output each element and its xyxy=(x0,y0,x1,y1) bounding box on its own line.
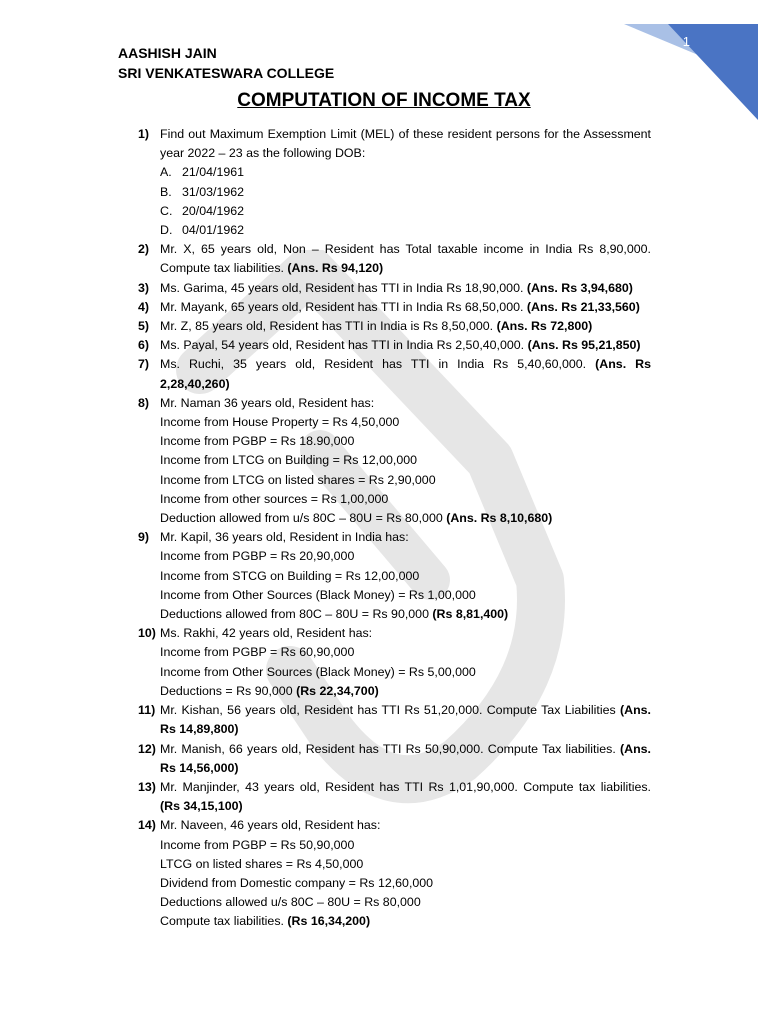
question-body xyxy=(160,240,651,278)
question-body xyxy=(160,740,651,778)
question-text: Find out Maximum Exemption Limit (MEL) of these resident persons for the Assessment year 2022 – 23 as the following DOB: xyxy=(160,127,651,161)
income-line-text: Income from LTCG on Building = Rs 12,00,000 xyxy=(160,453,418,468)
answer-text: (Ans. Rs 95,21,850) xyxy=(527,338,641,353)
option-text: 20/04/1962 xyxy=(182,203,245,218)
income-line xyxy=(160,413,651,432)
answer-text: (Rs 16,34,200) xyxy=(287,914,371,929)
question-number: 9) xyxy=(138,530,150,545)
page-number: 1 xyxy=(682,34,690,49)
question-item xyxy=(138,355,651,393)
answer-text: (Rs 34,15,100) xyxy=(160,799,243,814)
income-line-text: Deductions = Rs 90,000 xyxy=(160,683,293,698)
income-line-text: Compute tax liabilities. xyxy=(160,914,284,929)
question-text: Ms. Payal, 54 years old, Resident has TTI in India Rs 2,50,40,000. xyxy=(160,338,525,353)
question-body xyxy=(160,701,651,739)
question-body xyxy=(160,125,651,240)
income-line-text: Income from PGBP = Rs 50,90,000 xyxy=(160,837,355,852)
income-line xyxy=(160,682,651,701)
question-number: 3) xyxy=(138,280,150,295)
document-header xyxy=(118,43,334,83)
answer-text: (Ans. Rs 14,89,800) xyxy=(160,703,651,737)
option-label: D. xyxy=(160,223,173,238)
income-line-text: Deductions allowed u/s 80C – 80U = Rs 80,000 xyxy=(160,895,421,910)
income-line-text: Income from other sources = Rs 1,00,000 xyxy=(160,491,389,506)
question-text: Mr. Manjinder, 43 years old, Resident has TTI Rs 1,01,90,000. Compute tax liabilities. xyxy=(160,779,651,794)
income-line xyxy=(160,874,651,893)
option-item xyxy=(160,163,651,182)
answer-text: (Rs 22,34,700) xyxy=(296,683,379,698)
option-label: B. xyxy=(160,184,172,199)
question-text: Mr. Naman 36 years old, Resident has: xyxy=(160,395,375,410)
question-text: Mr. Naveen, 46 years old, Resident has: xyxy=(160,818,381,833)
income-line-text: Income from PGBP = Rs 20,90,000 xyxy=(160,549,355,564)
income-line xyxy=(160,471,651,490)
income-line xyxy=(160,567,651,586)
question-number: 8) xyxy=(138,395,150,410)
question-item xyxy=(138,740,651,778)
question-item xyxy=(138,298,651,317)
income-line xyxy=(160,855,651,874)
question-item xyxy=(138,240,651,278)
question-body xyxy=(160,528,651,624)
question-number: 6) xyxy=(138,338,150,353)
question-item xyxy=(138,778,651,816)
question-item xyxy=(138,317,651,336)
option-text: 21/04/1961 xyxy=(182,165,245,180)
page-title: COMPUTATION OF INCOME TAX xyxy=(237,90,531,111)
income-line-text: Income from STCG on Building = Rs 12,00,000 xyxy=(160,568,420,583)
income-line xyxy=(160,586,651,605)
question-item xyxy=(138,816,651,931)
income-line xyxy=(160,605,651,624)
answer-text: (Ans. Rs 21,33,560) xyxy=(526,299,640,314)
income-line xyxy=(160,547,651,566)
question-body xyxy=(160,816,651,931)
question-body xyxy=(160,298,651,317)
question-text: Ms. Ruchi, 35 years old, Resident has TTI in India Rs 5,40,60,000. xyxy=(160,357,587,372)
income-line-text: Dividend from Domestic company = Rs 12,60,000 xyxy=(160,875,434,890)
question-body xyxy=(160,778,651,816)
income-line-text: Income from PGBP = Rs 18.90,000 xyxy=(160,434,355,449)
question-number: 2) xyxy=(138,242,150,257)
question-number: 14) xyxy=(138,818,156,833)
answer-text: (Ans. Rs 94,120) xyxy=(287,261,384,276)
income-line xyxy=(160,643,651,662)
question-body xyxy=(160,355,651,393)
question-text: Mr. Manish, 66 years old, Resident has TTI Rs 50,90,000. Compute Tax liabilities. xyxy=(160,741,616,756)
option-text: 31/03/1962 xyxy=(182,184,245,199)
question-text: Mr. Kishan, 56 years old, Resident has TTI Rs 51,20,000. Compute Tax Liabilities xyxy=(160,703,616,718)
question-text: Ms. Rakhi, 42 years old, Resident has: xyxy=(160,626,373,641)
question-body xyxy=(160,394,651,528)
income-line-text: Income from LTCG on listed shares = Rs 2,90,000 xyxy=(160,472,436,487)
answer-text: (Ans. Rs 2,28,40,260) xyxy=(160,357,651,391)
income-line-text: Deductions allowed from 80C – 80U = Rs 90,000 xyxy=(160,607,429,622)
question-text: Mr. X, 65 years old, Non – Resident has Total taxable income in India Rs 8,90,000. Compute tax liabilities. xyxy=(160,242,651,276)
institution-name: SRI VENKATESWARA COLLEGE xyxy=(118,65,335,81)
question-item xyxy=(138,279,651,298)
question-number: 1) xyxy=(138,127,150,141)
question-text: Mr. Z, 85 years old, Resident has TTI in India is Rs 8,50,000. xyxy=(160,319,494,334)
question-item xyxy=(138,624,651,701)
question-text: Mr. Kapil, 36 years old, Resident in India has: xyxy=(160,530,409,545)
question-item xyxy=(138,125,651,240)
option-label: C. xyxy=(160,203,173,218)
question-number: 7) xyxy=(138,357,150,372)
answer-text: (Ans. Rs 8,10,680) xyxy=(446,511,553,526)
question-number: 13) xyxy=(138,779,156,794)
question-item xyxy=(138,528,651,624)
income-line xyxy=(160,836,651,855)
income-line-text: Income from Other Sources (Black Money) = Rs 1,00,000 xyxy=(160,587,476,602)
income-line xyxy=(160,432,651,451)
question-body xyxy=(160,624,651,701)
option-item xyxy=(160,202,651,221)
question-item xyxy=(138,701,651,739)
author-name: AASHISH JAIN xyxy=(118,45,217,61)
income-line xyxy=(160,893,651,912)
option-item xyxy=(160,221,651,240)
question-number: 4) xyxy=(138,299,150,314)
income-line xyxy=(160,490,651,509)
question-text: Ms. Garima, 45 years old, Resident has TTI in India Rs 18,90,000. xyxy=(160,280,524,295)
question-list xyxy=(138,125,651,932)
income-line xyxy=(160,912,651,931)
option-text: 04/01/1962 xyxy=(182,223,245,238)
income-line-text: Income from PGBP = Rs 60,90,000 xyxy=(160,645,355,660)
option-item xyxy=(160,183,651,202)
question-number: 11) xyxy=(138,703,156,718)
answer-text: (Ans. Rs 14,56,000) xyxy=(160,741,651,775)
income-line xyxy=(160,451,651,470)
income-line-text: Income from House Property = Rs 4,50,000 xyxy=(160,415,400,430)
answer-text: (Rs 8,81,400) xyxy=(432,607,509,622)
question-item xyxy=(138,394,651,528)
income-line xyxy=(160,509,651,528)
question-number: 5) xyxy=(138,319,150,334)
income-line-text: Income from Other Sources (Black Money) = Rs 5,00,000 xyxy=(160,664,476,679)
option-label: A. xyxy=(160,165,172,180)
question-body xyxy=(160,279,651,298)
income-line-text: LTCG on listed shares = Rs 4,50,000 xyxy=(160,856,364,871)
question-text: Mr. Mayank, 65 years old, Resident has TTI in India Rs 68,50,000. xyxy=(160,299,524,314)
question-item xyxy=(138,336,651,355)
question-number: 10) xyxy=(138,626,156,641)
answer-text: (Ans. Rs 72,800) xyxy=(496,319,593,334)
question-body xyxy=(160,336,651,355)
question-body xyxy=(160,317,651,336)
income-line-text: Deduction allowed from u/s 80C – 80U = Rs 80,000 xyxy=(160,511,443,526)
question-number: 12) xyxy=(138,741,156,756)
answer-text: (Ans. Rs 3,94,680) xyxy=(526,280,633,295)
income-line xyxy=(160,663,651,682)
